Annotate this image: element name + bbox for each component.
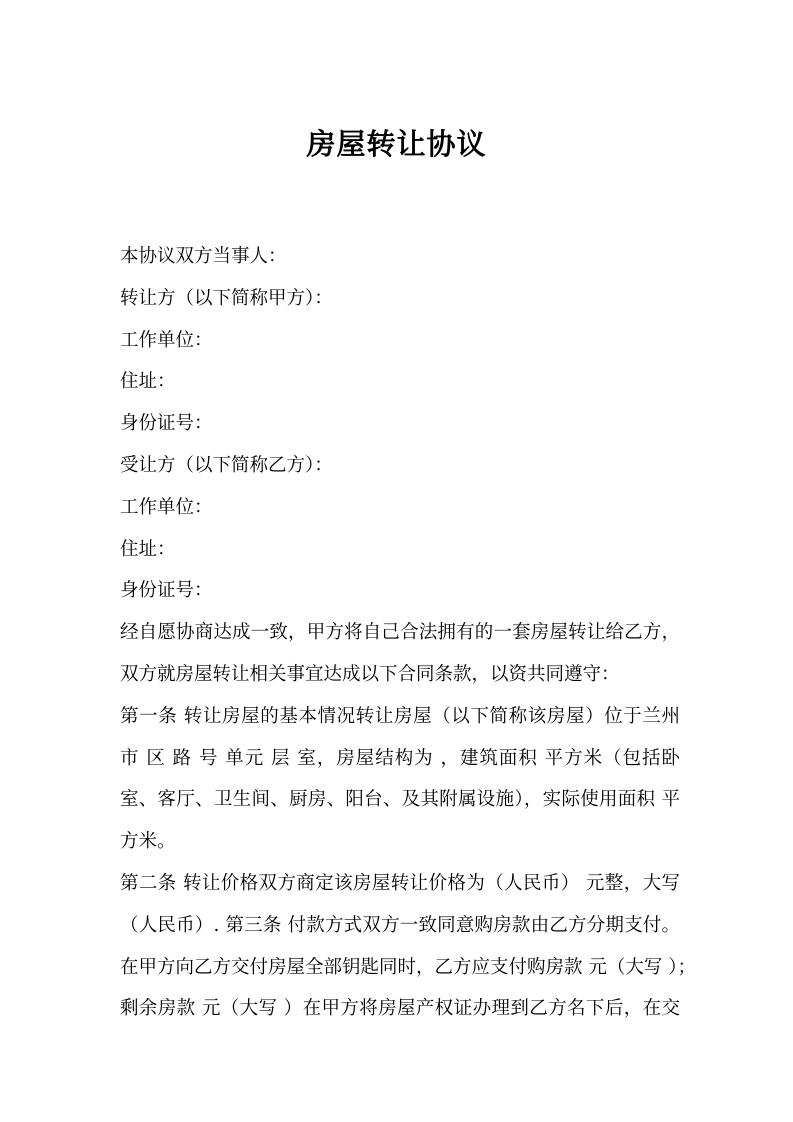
article-1-line: 市 区 路 号 单元 层 室，房屋结构为 ，建筑面积 平方米（包括卧: [120, 747, 680, 769]
article-2-3-paragraph: [120, 863, 697, 1030]
intro-line: 本协议双方当事人：: [120, 246, 287, 267]
document-title: 房屋转让协议: [306, 127, 487, 161]
article-1-line: 第一条 转让房屋的基本情况转让房屋（以下简称该房屋）位于兰州: [120, 705, 680, 727]
transferor-address: 住址：: [120, 371, 176, 393]
transferor-work-unit: 工作单位：: [120, 329, 213, 351]
article-2-3-line: 在甲方向乙方交付房屋全部钥匙同时，乙方应支付购房款 元（大写 ）；: [120, 956, 697, 978]
article-1-line: 方米。: [120, 831, 176, 853]
transferee-work-unit: 工作单位：: [120, 496, 213, 518]
transferee-id-number: 身份证号：: [120, 580, 213, 602]
preamble-paragraph: [120, 612, 680, 696]
article-2-3-line: 第二条 转让价格双方商定该房屋转让价格为（人民币） 元整，大写: [120, 872, 680, 894]
article-1-line: 室、客厅、卫生间、厨房、阳台、及其附属设施），实际使用面积 平: [120, 789, 680, 811]
transferee-address: 住址：: [120, 538, 176, 560]
article-2-3-line: （人民币）. 第三条 付款方式双方一致同意购房款由乙方分期支付。: [120, 914, 680, 936]
article-2-3-line: 剩余房款 元（大写 ）在甲方将房屋产权证办理到乙方名下后，在交: [120, 998, 680, 1020]
transferor-label: 转让方（以下简称甲方）：: [120, 287, 333, 309]
transferee-label: 受让方（以下简称乙方）：: [120, 454, 333, 476]
preamble-line: 经自愿协商达成一致，甲方将自己合法拥有的一套房屋转让给乙方，: [120, 622, 680, 644]
transferor-id-number: 身份证号：: [120, 413, 213, 435]
article-1-paragraph: [120, 696, 680, 863]
document-body: [120, 236, 697, 1030]
preamble-line: 双方就房屋转让相关事宜达成以下合同条款，以资共同遵守：: [120, 663, 620, 685]
